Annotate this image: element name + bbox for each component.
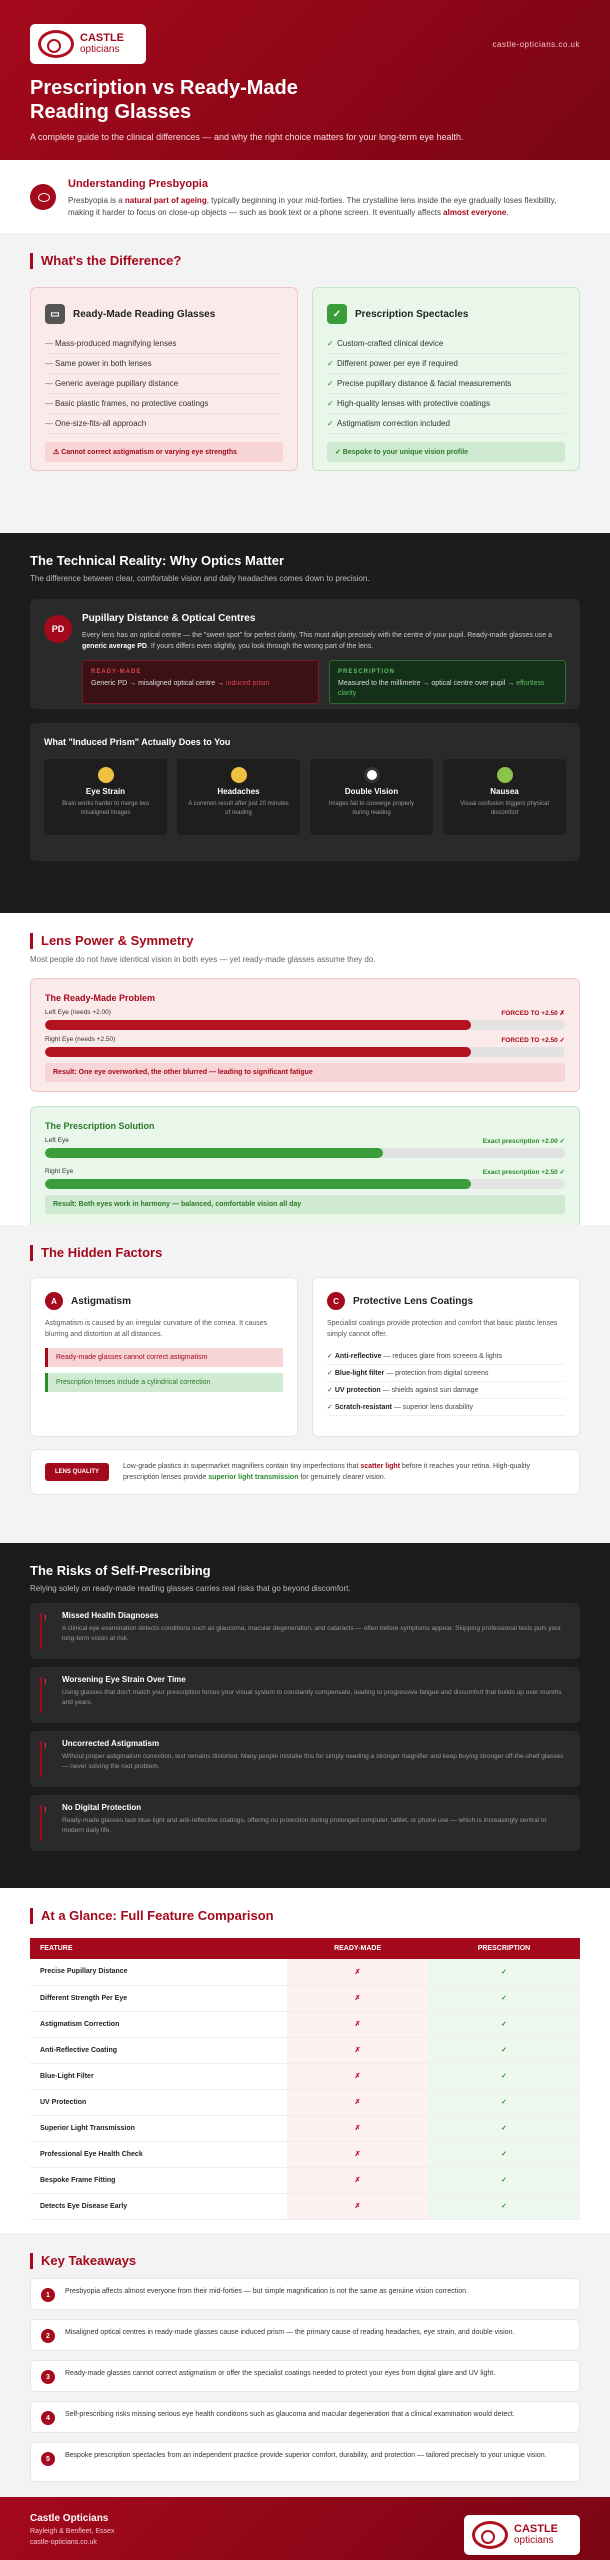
page-title: Prescription vs Ready-Made Reading Glasses: [30, 77, 298, 123]
prescription-result: Result: Both eyes work in harmony — balanced, comfortable vision all day: [45, 1195, 565, 1214]
check-icon: ✓: [428, 2063, 580, 2089]
glasses-icon: ▭: [45, 304, 65, 324]
table-row: [30, 2063, 580, 2089]
eye-icon: [30, 184, 56, 210]
feature-cell: Precise Pupillary Distance: [30, 1959, 287, 1985]
feature-item: ✓ Custom-crafted clinical device: [327, 334, 565, 354]
induced-prism-card: [30, 723, 580, 861]
logo-icon: [38, 30, 74, 58]
ready-made-card: ▭ Ready-Made Reading Glasses — Mass-produced magnifying lenses — Same power in both lenses — Generic average pupillary distance — Basic plastic frames, no protective coatings — One-size-fits-all approach ⚠ Cannot correct astigmatism or varying eye strengths: [30, 287, 298, 471]
section-title: Key Takeaways: [30, 2253, 580, 2269]
feature-cell: Different Strength Per Eye: [30, 1985, 287, 2011]
check-icon: ✓: [428, 2037, 580, 2063]
prescription-note: ✓ Bespoke to your unique vision profile: [327, 442, 565, 462]
warning-icon: !: [44, 1806, 47, 1815]
feature-item: — Mass-produced magnifying lenses: [45, 334, 283, 354]
cross-icon: ✗: [287, 1985, 428, 2011]
section-title: The Risks of Self-Prescribing: [30, 1563, 211, 1578]
check-icon: ✓: [428, 2193, 580, 2219]
section-subtitle: The difference between clear, comfortable vision and daily headaches comes down to precision.: [30, 574, 370, 583]
risk-item: ! Missed Health Diagnoses A clinical eye examination detects conditions such as glaucoma, macular degeneration, and cataracts — often before symptoms appear. Skipping professional tests puts your long-term vision at risk.: [30, 1603, 580, 1659]
cross-icon: ✗: [287, 2037, 428, 2063]
feature-item: — Basic plastic frames, no protective coatings: [45, 394, 283, 414]
footer-name: Castle Opticians: [30, 2513, 109, 2524]
cross-icon: ✗: [287, 2063, 428, 2089]
cross-icon: ✗: [287, 2193, 428, 2219]
section-title: The Technical Reality: Why Optics Matter: [30, 553, 285, 568]
check-icon: ✓: [428, 2167, 580, 2193]
feature-item: ✓ Precise pupillary distance & facial measurements: [327, 374, 565, 394]
footer-logo[interactable]: CASTLE opticians: [464, 2515, 580, 2555]
feature-cell: Detects Eye Disease Early: [30, 2193, 287, 2219]
lens-quality-card: LENS QUALITY Low-grade plastics in supermarket magnifiers contain tiny imperfections that scatter light before it reaches your retina. High-quality prescription lenses provide superior light transmission for genuinely clearer vision.: [30, 1449, 580, 1495]
section-subtitle: Most people do not have identical vision in both eyes — yet ready-made glasses assume they do.: [30, 955, 376, 964]
table-row: [30, 2167, 580, 2193]
pd-prescription-box: PRESCRIPTION Measured to the millimetre → optical centre over pupil → effortless clarity: [329, 660, 566, 704]
astigmatism-card: A Astigmatism Astigmatism is caused by an irregular curvature of the cornea. It causes blurring and distortion at all distances. Ready-made glasses cannot correct astigmatism Prescription lenses include a cylindrical correction: [30, 1277, 298, 1437]
difference-section: [0, 233, 610, 533]
column-header: PRESCRIPTION: [428, 1938, 580, 1959]
intro-text: Presbyopia is a natural part of ageing, typically beginning in your mid-forties. The crystalline lens inside the eye gradually loses flexibility, making it harder to focus on close-up objects — such as book text or a phone screen. It eventually affects almost everyone.: [68, 196, 557, 217]
section-title: What's the Difference?: [30, 253, 580, 269]
feature-cell: Superior Light Transmission: [30, 2115, 287, 2141]
nauseated-face-icon: [497, 767, 513, 783]
lens-quality-badge: LENS QUALITY: [45, 1463, 109, 1481]
table-row: [30, 2141, 580, 2167]
footer-url[interactable]: castle-opticians.co.uk: [30, 2539, 97, 2546]
logo-brand: CASTLE: [80, 32, 124, 44]
page-subtitle: A complete guide to the clinical differences — and why the right choice matters for your long-term eye health.: [30, 132, 464, 142]
eye-icon: [364, 767, 380, 783]
feature-item: ✓ Different power per eye if required: [327, 354, 565, 374]
table-row: [30, 1959, 580, 1985]
ready-made-problem-card: The Ready-Made Problem Left Eye (needs +2.00) FORCED TO +2.50 ✗ Right Eye (needs +2.50) FORCED TO +2.50 ✓ Result: One eye overworked, the other blurred — leading to significant fatigue: [30, 978, 580, 1092]
cross-icon: ✗: [287, 1959, 428, 1985]
cross-icon: ✗: [287, 2011, 428, 2037]
check-icon: ✓: [327, 304, 347, 324]
risk-item: ! Worsening Eye Strain Over Time Using glasses that don't match your prescription forces your visual system to constantly compensate, leading to progressive fatigue and discomfort that builds up over months and years.: [30, 1667, 580, 1723]
prescription-card: ✓ Prescription Spectacles ✓ Custom-crafted clinical device ✓ Different power per eye if required ✓ Precise pupillary distance & facial measurements ✓ High-quality lenses with protective coatings ✓ Astigmatism correction included ✓ Bespoke to your unique vision profile: [312, 287, 580, 471]
check-icon: ✓: [428, 2089, 580, 2115]
feature-cell: Bespoke Frame Fitting: [30, 2167, 287, 2193]
pd-card: [30, 599, 580, 709]
effect-headaches: Headaches A common result after just 20 minutes of reading: [177, 759, 300, 835]
ready-made-result: Result: One eye overworked, the other blurred — leading to significant fatigue: [45, 1063, 565, 1082]
pd-title: Pupillary Distance & Optical Centres: [82, 613, 256, 624]
table-row: [30, 2115, 580, 2141]
check-icon: ✓: [428, 1959, 580, 1985]
comparison-section: [0, 1888, 610, 2233]
page-footer: [0, 2497, 610, 2560]
table-row: [30, 1985, 580, 2011]
warning-icon: !: [44, 1742, 47, 1751]
warning-icon: !: [44, 1678, 47, 1687]
takeaway-item: 4 Self-prescribing risks missing serious eye health conditions such as glaucoma and macular degeneration that a clinical examination would detect.: [30, 2401, 580, 2433]
cross-icon: ✗: [287, 2115, 428, 2141]
feature-cell: Blue-Light Filter: [30, 2063, 287, 2089]
page-header: [0, 0, 610, 160]
comparison-table: [30, 1938, 580, 2220]
pd-text: Every lens has an optical centre — the "sweet spot" for perfect clarity. This must align precisely with the centre of your pupil. Ready-made glasses use a generic average PD. If yours differs even slightly, you look through the wrong part of the lens.: [82, 632, 553, 650]
left-eye-bar: [45, 1020, 471, 1030]
risk-item: ! No Digital Protection Ready-made glasses lack blue-light and anti-reflective coatings, offering no protection during prolonged computer, tablet, or phone use — which is increasingly central to modern daily life.: [30, 1795, 580, 1851]
table-row: [30, 2193, 580, 2219]
feature-item: — Same power in both lenses: [45, 354, 283, 374]
lens-power-section: [0, 913, 610, 1225]
tired-face-icon: [98, 767, 114, 783]
intro-section: [0, 160, 610, 233]
takeaway-item: 3 Ready-made glasses cannot correct astigmatism or offer the specialist coatings needed to protect your eyes from digital glare and UV light.: [30, 2360, 580, 2392]
left-eye-bar: [45, 1148, 383, 1158]
takeaway-item: 1 Presbyopia affects almost everyone from their mid-forties — but simple magnification is not the same as genuine vision correction.: [30, 2278, 580, 2310]
feature-cell: Professional Eye Health Check: [30, 2141, 287, 2167]
check-icon: ✓: [428, 2141, 580, 2167]
check-icon: ✓: [428, 2115, 580, 2141]
pd-ready-box: READY-MADE Generic PD → misaligned optical centre → induced prism: [82, 660, 319, 704]
takeaway-item: 2 Misaligned optical centres in ready-made glasses cause induced prism — the primary cause of reading headaches, eye strain, and double vision.: [30, 2319, 580, 2351]
feature-cell: Anti-Reflective Coating: [30, 2037, 287, 2063]
risks-section: [0, 1543, 610, 1888]
right-eye-bar: [45, 1179, 471, 1189]
hidden-factors-section: [0, 1225, 610, 1543]
coatings-card: C Protective Lens Coatings Specialist coatings provide protection and comfort that basic plastic lenses simply cannot offer. ✓ Anti-reflective — reduces glare from screens & lights ✓ Blue-light filter — protection from digital screens ✓ UV protection — shields against sun damage ✓ Scratch-resistant — superior lens durability: [312, 1277, 580, 1437]
technical-section: [0, 533, 610, 913]
column-header: READY-MADE: [287, 1938, 428, 1959]
cross-icon: ✗: [287, 2141, 428, 2167]
section-title: The Hidden Factors: [30, 1245, 580, 1261]
takeaway-item: 5 Bespoke prescription spectacles from an independent practice provide superior comfort, durability, and protection — tailored precisely to your unique vision.: [30, 2442, 580, 2482]
prescription-solution-card: The Prescription Solution Left Eye Exact prescription +2.00 ✓ Right Eye Exact prescription +2.50 ✓ Result: Both eyes work in harmony — balanced, comfortable vision all day: [30, 1106, 580, 1238]
header-url[interactable]: castle-opticians.co.uk: [492, 40, 580, 49]
feature-cell: Astigmatism Correction: [30, 2011, 287, 2037]
ready-made-note: ⚠ Cannot correct astigmatism or varying eye strengths: [45, 442, 283, 462]
takeaways-section: [0, 2233, 610, 2497]
effect-double-vision: Double Vision Images fail to converge properly during reading: [310, 759, 433, 835]
effect-nausea: Nausea Visual confusion triggers physical discomfort: [443, 759, 566, 835]
table-row: [30, 2011, 580, 2037]
logo-sub: opticians: [80, 44, 120, 55]
right-eye-bar: [45, 1047, 471, 1057]
check-icon: ✓: [428, 2011, 580, 2037]
column-header: FEATURE: [30, 1938, 287, 1959]
table-row: [30, 2089, 580, 2115]
check-icon: ✓: [428, 1985, 580, 2011]
sad-face-icon: [231, 767, 247, 783]
cross-icon: ✗: [287, 2089, 428, 2115]
intro-title: Understanding Presbyopia: [68, 178, 208, 190]
feature-item: — Generic average pupillary distance: [45, 374, 283, 394]
risk-item: ! Uncorrected Astigmatism Without proper astigmatism correction, text remains distorted. Many people mistake this for simply needing a stronger magnifier and keep buying stronger off-the-shelf glasses — never solving the root problem.: [30, 1731, 580, 1787]
logo-icon: [472, 2521, 508, 2549]
table-row: [30, 2037, 580, 2063]
section-subtitle: Relying solely on ready-made reading glasses carries real risks that go beyond discomfort.: [30, 1584, 351, 1593]
feature-item: ✓ Astigmatism correction included: [327, 414, 565, 434]
feature-cell: UV Protection: [30, 2089, 287, 2115]
effect-eye-strain: Eye Strain Brain works harder to merge two misaligned images: [44, 759, 167, 835]
feature-item: ✓ High-quality lenses with protective coatings: [327, 394, 565, 414]
feature-item: — One-size-fits-all approach: [45, 414, 283, 434]
section-title: Lens Power & Symmetry: [30, 933, 580, 949]
induced-prism-title: What "Induced Prism" Actually Does to You: [44, 737, 231, 747]
section-title: At a Glance: Full Feature Comparison: [30, 1908, 580, 1924]
pd-badge: PD: [44, 615, 72, 643]
cross-icon: ✗: [287, 2167, 428, 2193]
brand-logo[interactable]: [30, 24, 146, 64]
warning-icon: !: [44, 1614, 47, 1623]
footer-location: Rayleigh & Benfleet, Essex: [30, 2528, 115, 2535]
